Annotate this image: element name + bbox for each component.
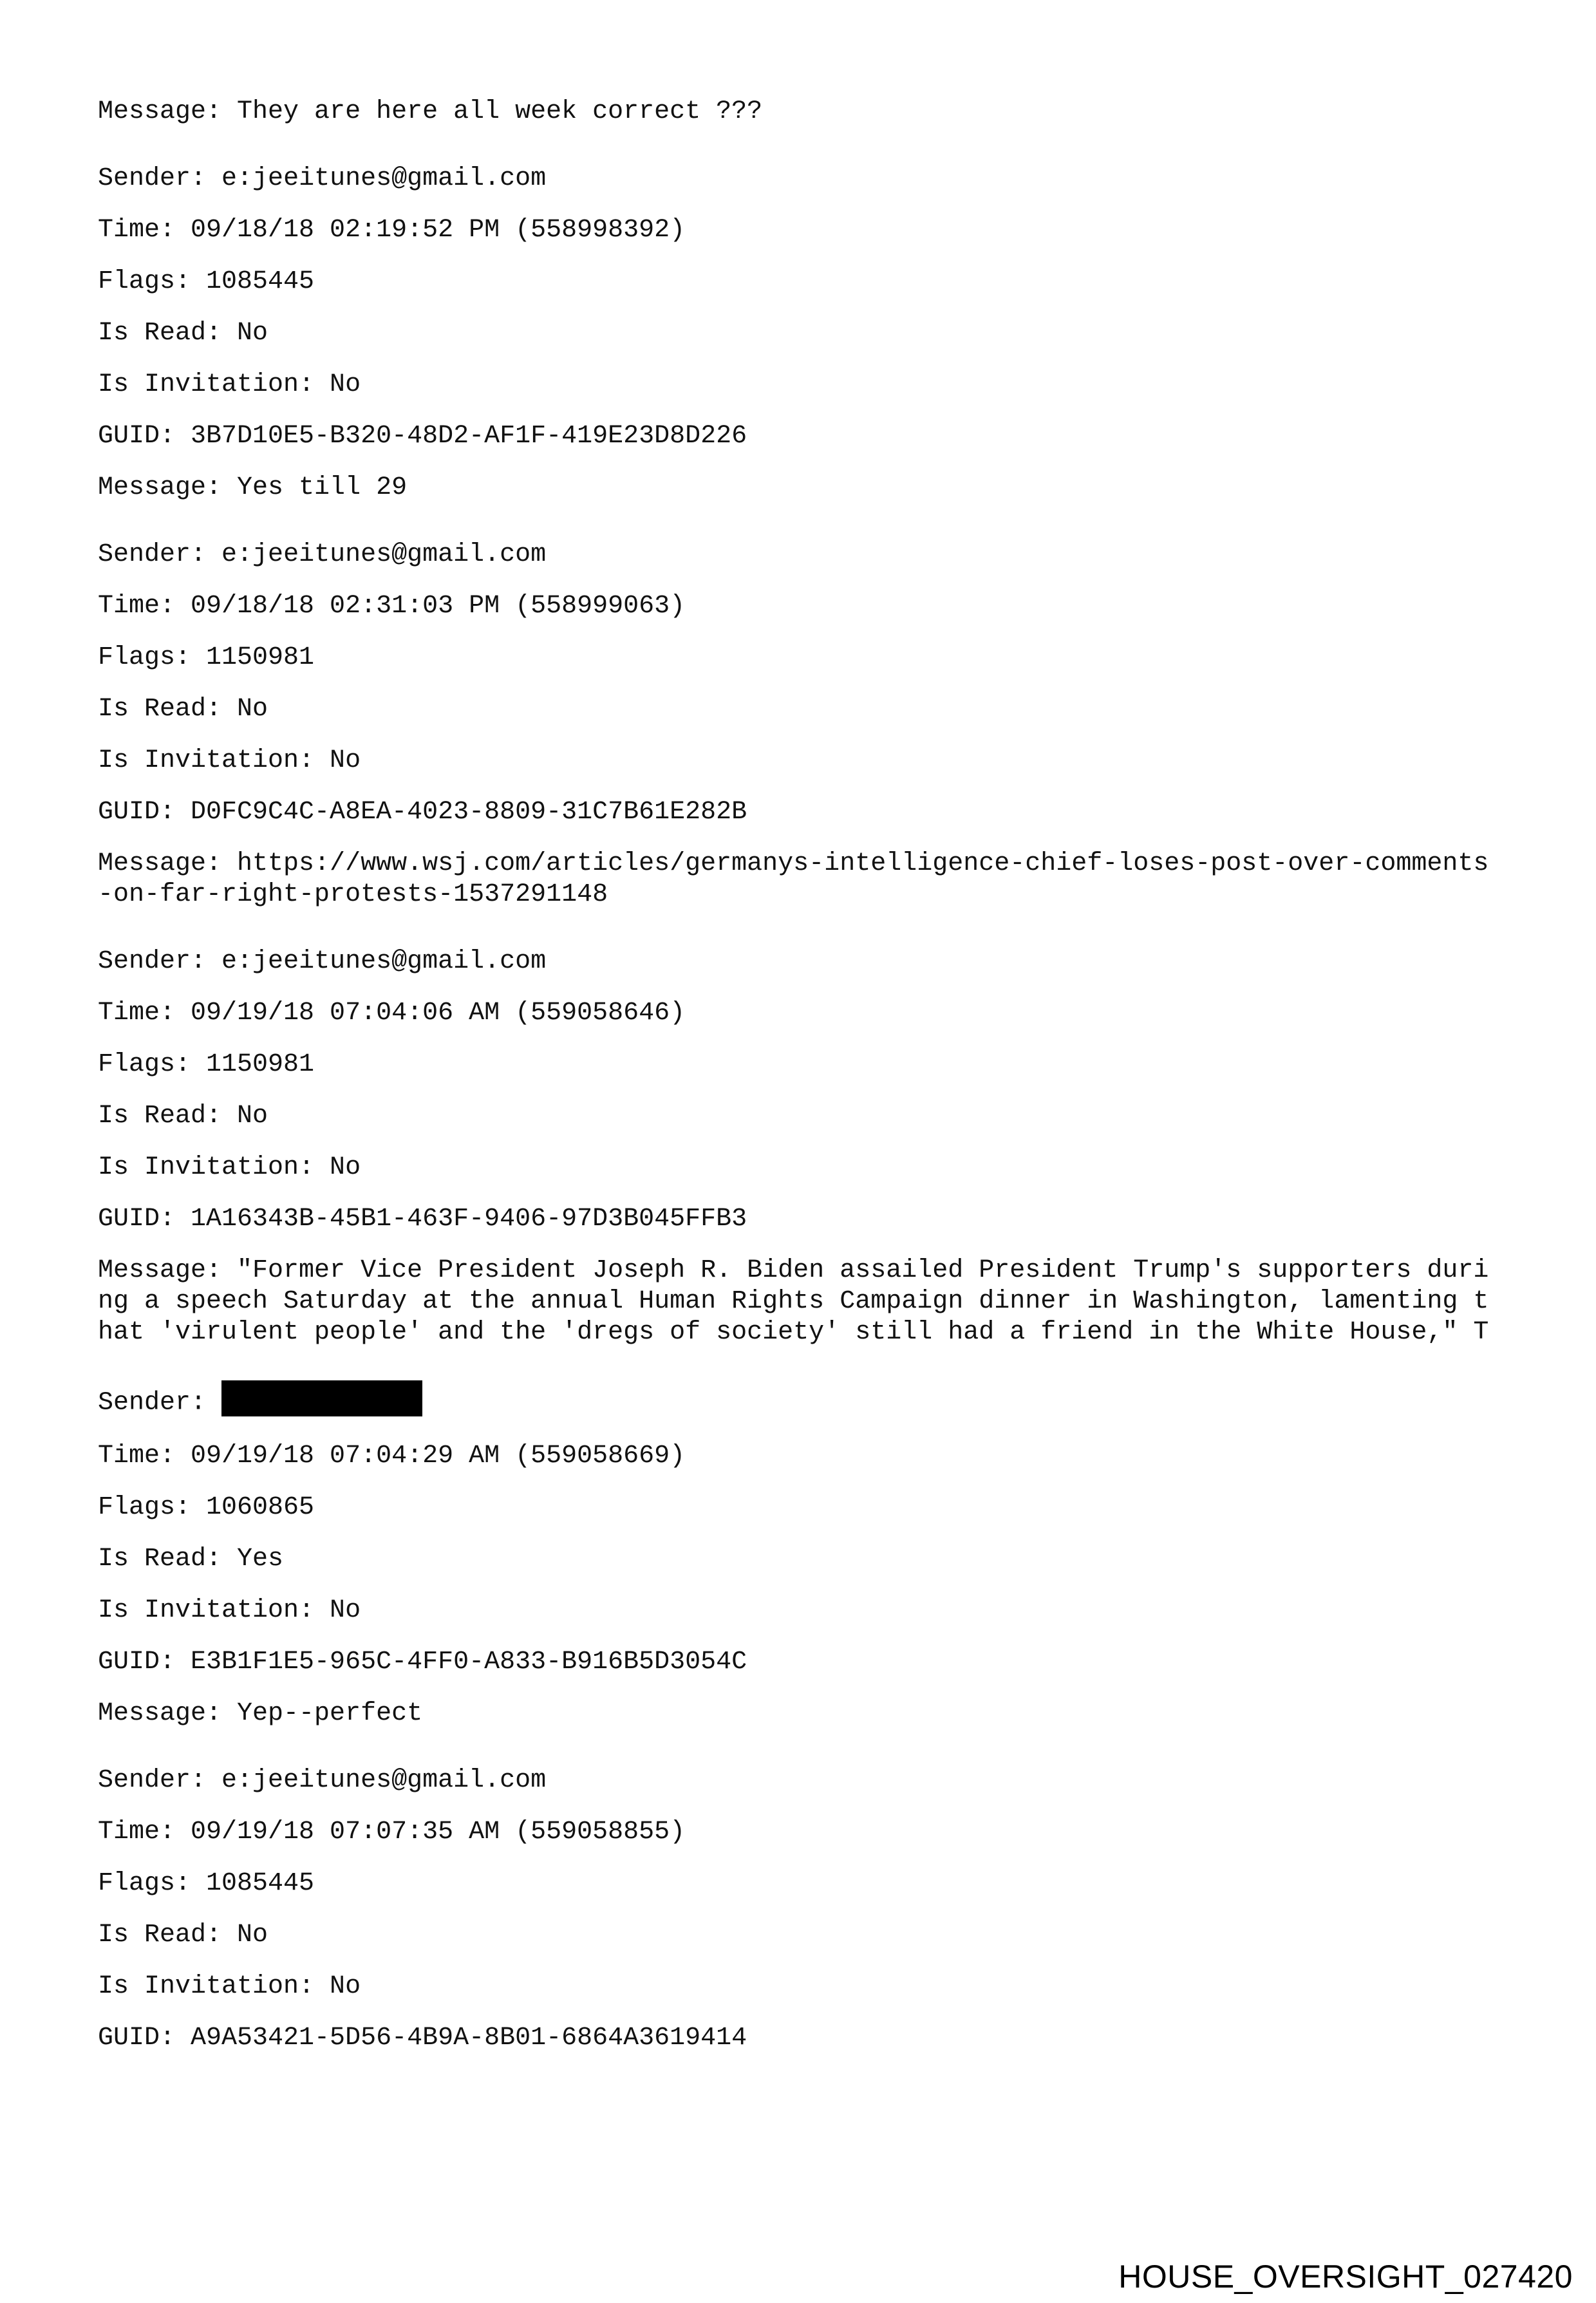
message-record: [98, 1765, 1501, 2054]
message-line: Message: Yep--perfect: [98, 1699, 423, 1728]
time-line: Time: 09/19/18 07:04:06 AM (559058646): [98, 999, 686, 1028]
flags-line: Flags: 1085445: [98, 267, 315, 296]
message-line: Message: Yes till 29: [98, 473, 408, 502]
sender-label: Sender:: [98, 1766, 207, 1795]
sender-address: e:jeeitunes@gmail.com: [221, 540, 547, 569]
is-invitation-line: Is Invitation: No: [98, 1153, 361, 1182]
is-invitation-line: Is Invitation: No: [98, 370, 361, 399]
sender-address: e:jeeitunes@gmail.com: [221, 1766, 547, 1795]
time-line: Time: 09/18/18 02:19:52 PM (558998392): [98, 216, 686, 245]
sender-label: Sender:: [98, 540, 207, 569]
sender-label: Sender:: [98, 1388, 207, 1418]
sender-line: [98, 1384, 1501, 1420]
time-line: Time: 09/19/18 07:04:29 AM (559058669): [98, 1442, 686, 1471]
guid-line: GUID: E3B1F1E5-965C-4FF0-A833-B916B5D3054C: [98, 1648, 747, 1677]
is-invitation-line: Is Invitation: No: [98, 1972, 361, 2001]
message-record: [98, 946, 1501, 1348]
is-invitation-line: Is Invitation: No: [98, 746, 361, 775]
guid-line: GUID: A9A53421-5D56-4B9A-8B01-6864A3619414: [98, 2024, 747, 2053]
sender-line: [98, 1765, 1501, 1796]
is-read-line: Is Read: No: [98, 695, 268, 724]
bates-number: HOUSE_OVERSIGHT_027420: [1118, 2259, 1573, 2295]
flags-line: Flags: 1150981: [98, 643, 315, 672]
message-line: Message: https://www.wsj.com/articles/germanys-intelligence-chief-loses-post-over-comments-on-far-right-protests-1537291148: [98, 849, 1489, 909]
guid-line: GUID: D0FC9C4C-A8EA-4023-8809-31C7B61E282B: [98, 798, 747, 827]
redaction-block: [221, 1380, 422, 1416]
is-invitation-line: Is Invitation: No: [98, 1596, 361, 1625]
is-read-line: Is Read: No: [98, 319, 268, 348]
is-read-line: Is Read: No: [98, 1102, 268, 1131]
time-line: Time: 09/19/18 07:07:35 AM (559058855): [98, 1818, 686, 1847]
sender-line: [98, 946, 1501, 977]
flags-line: Flags: 1060865: [98, 1493, 315, 1522]
guid-line: GUID: 1A16343B-45B1-463F-9406-97D3B045FFB3: [98, 1205, 747, 1234]
message-record: [98, 164, 1501, 503]
time-line: Time: 09/18/18 02:31:03 PM (558999063): [98, 592, 686, 621]
message-log: [98, 97, 1501, 2074]
is-read-line: Is Read: No: [98, 1921, 268, 1950]
sender-label: Sender:: [98, 947, 207, 976]
sender-line: [98, 164, 1501, 194]
sender-line: [98, 540, 1501, 570]
sender-address: e:jeeitunes@gmail.com: [221, 164, 547, 193]
guid-line: GUID: 3B7D10E5-B320-48D2-AF1F-419E23D8D226: [98, 422, 747, 451]
is-read-line: Is Read: Yes: [98, 1545, 284, 1574]
flags-line: Flags: 1150981: [98, 1050, 315, 1079]
sender-address: e:jeeitunes@gmail.com: [221, 947, 547, 976]
sender-label: Sender:: [98, 164, 207, 193]
leading-message: Message: They are here all week correct ???: [98, 97, 763, 126]
message-record: [98, 1384, 1501, 1729]
message-line: Message: "Former Vice President Joseph R. Biden assailed President Trump's supporters during a speech Saturday at the annual Human Rights Campaign dinner in Washington, lamenting that 'virulent people' and the 'dregs of society' still had a friend in the White House," T: [98, 1256, 1489, 1347]
flags-line: Flags: 1085445: [98, 1869, 315, 1898]
message-record: [98, 540, 1501, 910]
